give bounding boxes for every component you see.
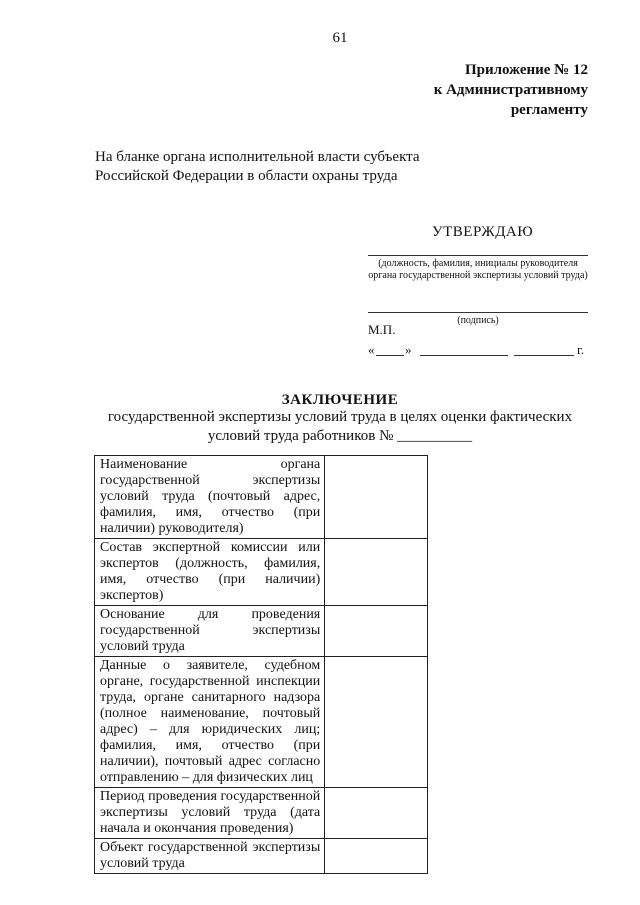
row-value xyxy=(325,606,428,657)
signature-line xyxy=(368,312,588,313)
position-note: (должность, фамилия, инициалы руководителя органа государственной экспертизы условий труда) xyxy=(368,258,588,281)
document-subtitle-line-2: условий труда работников № __________ xyxy=(207,428,473,444)
row-value xyxy=(325,539,428,606)
appendix-heading xyxy=(434,60,588,120)
month-line xyxy=(420,355,508,356)
conclusion-form-table xyxy=(94,455,428,874)
row-value xyxy=(325,657,428,788)
stamp-label: М.П. xyxy=(368,322,396,337)
document-subtitle xyxy=(98,408,582,446)
table-row xyxy=(95,456,428,539)
row-label: Основание для проведения государственной экспертизы условий труда xyxy=(95,606,325,657)
row-label: Наименование органа государственной экспертизы условий труда (почтовый адрес, фамилия, имя, отчество (при наличии) руководителя) xyxy=(95,456,325,539)
row-value xyxy=(325,788,428,839)
date-quote-close: » xyxy=(405,342,412,357)
day-line xyxy=(376,355,404,356)
row-label: Состав экспертной комиссии или экспертов (должность, фамилия, имя, отчество (при наличии) экспертов) xyxy=(95,539,325,606)
letterhead-note-line-2: Российской Федерации в области охраны труда xyxy=(95,168,398,184)
row-label: Объект государственной экспертизы условий труда xyxy=(95,839,325,874)
year-line xyxy=(514,355,574,356)
date-row xyxy=(368,342,588,358)
document-subtitle-line-1: государственной экспертизы условий труда в целях оценки фактических xyxy=(107,409,573,425)
appendix-line-3: регламенту xyxy=(510,102,588,118)
approval-heading: УТВЕРЖДАЮ xyxy=(432,224,534,240)
position-signature-line xyxy=(368,255,588,256)
table-row xyxy=(95,606,428,657)
table-row xyxy=(95,657,428,788)
row-label: Период проведения государственной экспертизы условий труда (дата начала и окончания проведения) xyxy=(95,788,325,839)
row-value xyxy=(325,456,428,539)
document-title: ЗАКЛЮЧЕНИЕ xyxy=(281,392,399,408)
signature-note: (подпись) xyxy=(457,315,499,326)
appendix-line-2: к Административному xyxy=(433,82,588,98)
row-value xyxy=(325,839,428,874)
year-suffix: г. xyxy=(577,342,585,357)
table-row xyxy=(95,839,428,874)
table-row xyxy=(95,788,428,839)
letterhead-note-line-1: На бланке органа исполнительной власти субъекта xyxy=(95,149,420,165)
appendix-line-1: Приложение № 12 xyxy=(464,62,588,78)
page-number: 61 xyxy=(332,30,348,46)
table-row xyxy=(95,539,428,606)
date-quote-open: « xyxy=(368,342,375,357)
letterhead-note xyxy=(95,148,420,186)
row-label: Данные о заявителе, судебном органе, государственной инспекции труда, органе санитарного надзора (полное наименование, почтовый адрес) – для юридических лиц; фамилия, имя, отчество (при наличии), почтовый адрес согласно отправлению – для физических лиц xyxy=(95,657,325,788)
